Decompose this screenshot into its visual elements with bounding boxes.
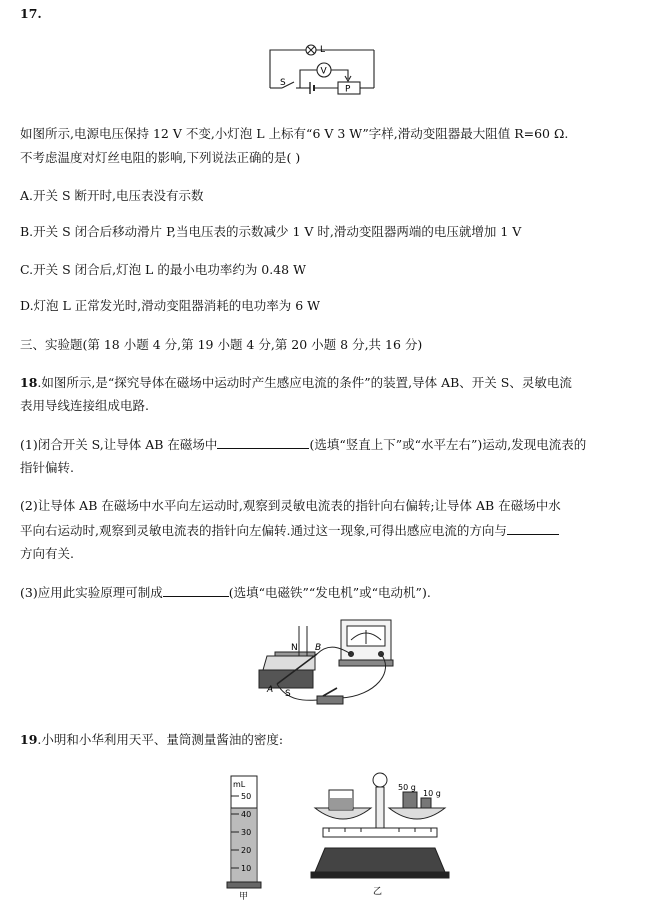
rheostat-label: P	[345, 84, 351, 95]
cylinder-caption: 甲	[239, 892, 249, 900]
q17-option-b: B.开关 S 闭合后移动滑片 P,当电压表的示数减少 1 V 时,滑动变阻器两端的电压就增加 1 V	[20, 224, 522, 239]
q18-part2-line3: 方向有关.	[20, 546, 74, 561]
voltmeter-label: V	[320, 66, 327, 77]
cylinder-tick: 30	[241, 828, 252, 837]
q19-number: 19	[20, 732, 38, 747]
q18-part2-blank[interactable]	[507, 522, 559, 535]
q18-number: 18	[20, 375, 38, 390]
q18-part1-blank[interactable]	[217, 436, 309, 449]
q18-part3: (3)应用此实验原理可制成 (选填“电磁铁”“发电机”或“电动机”).	[20, 585, 431, 600]
magnet-s-label: S	[285, 689, 291, 699]
q18-stem-line2: 表用导线连接组成电路.	[20, 398, 149, 413]
cylinder-tick: 20	[241, 846, 252, 855]
q18-part2-line1: (2)让导体 AB 在磁场中水平向左运动时,观察到灵敏电流表的指针向右偏转;让导体 AB 在磁场中水	[20, 498, 561, 513]
q17-option-c: C.开关 S 闭合后,灯泡 L 的最小电功率约为 0.48 W	[20, 262, 306, 277]
q19-graduated-cylinder	[225, 770, 265, 900]
switch-label: S	[280, 78, 286, 88]
balance-caption: 乙	[373, 887, 383, 897]
weight-50g-label: 50 g	[398, 783, 416, 792]
q18-part1-line2: 指针偏转.	[20, 460, 74, 475]
conductor-a-label: A	[267, 685, 274, 695]
q19-stem: 19.小明和小华利用天平、量筒测量酱油的密度:	[20, 732, 284, 747]
section3-title: 三、实验题(第 18 小题 4 分,第 19 小题 4 分,第 20 小题 8 分,共 16 分)	[20, 337, 423, 352]
q18-part1-line1: (1)闭合开关 S,让导体 AB 在磁场中 (选填“竖直上下”或“水平左右”)运动,发现电流表的	[20, 437, 587, 452]
conductor-b-label: B	[315, 643, 322, 653]
q19-balance-scale	[305, 768, 455, 902]
q17-option-d: D.灯泡 L 正常发光时,滑动变阻器消耗的电功率为 6 W	[20, 298, 321, 313]
q18-induction-apparatus	[255, 612, 405, 712]
q18-stem-line1: 18.如图所示,是“探究导体在磁场中运动时产生感应电流的条件”的装置,导体 AB、开关 S、灵敏电流	[20, 375, 572, 390]
q17-stem-line1: 如图所示,电源电压保持 12 V 不变,小灯泡 L 上标有“6 V 3 W”字样,滑动变阻器最大阻值 R=60 Ω.	[20, 126, 569, 141]
cylinder-tick: 50	[241, 792, 252, 801]
q17-stem-line2: 不考虑温度对灯丝电阻的影响,下列说法正确的是( )	[20, 150, 301, 165]
q18-part2-line2: 平向右运动时,观察到灵敏电流表的指针向左偏转.通过这一现象,可得出感应电流的方向与	[20, 522, 559, 539]
cylinder-tick: 10	[241, 864, 252, 873]
cylinder-unit: mL	[233, 780, 246, 789]
q17-number: 17.	[20, 6, 42, 21]
magnet-n-label: N	[291, 643, 298, 653]
weight-10g-label: 10 g	[423, 789, 441, 798]
q17-option-a: A.开关 S 断开时,电压表没有示数	[20, 188, 204, 203]
cylinder-tick: 40	[241, 810, 252, 819]
q17-circuit-diagram	[262, 38, 382, 100]
q18-part3-blank[interactable]	[163, 584, 229, 597]
lamp-label: L	[320, 45, 326, 55]
